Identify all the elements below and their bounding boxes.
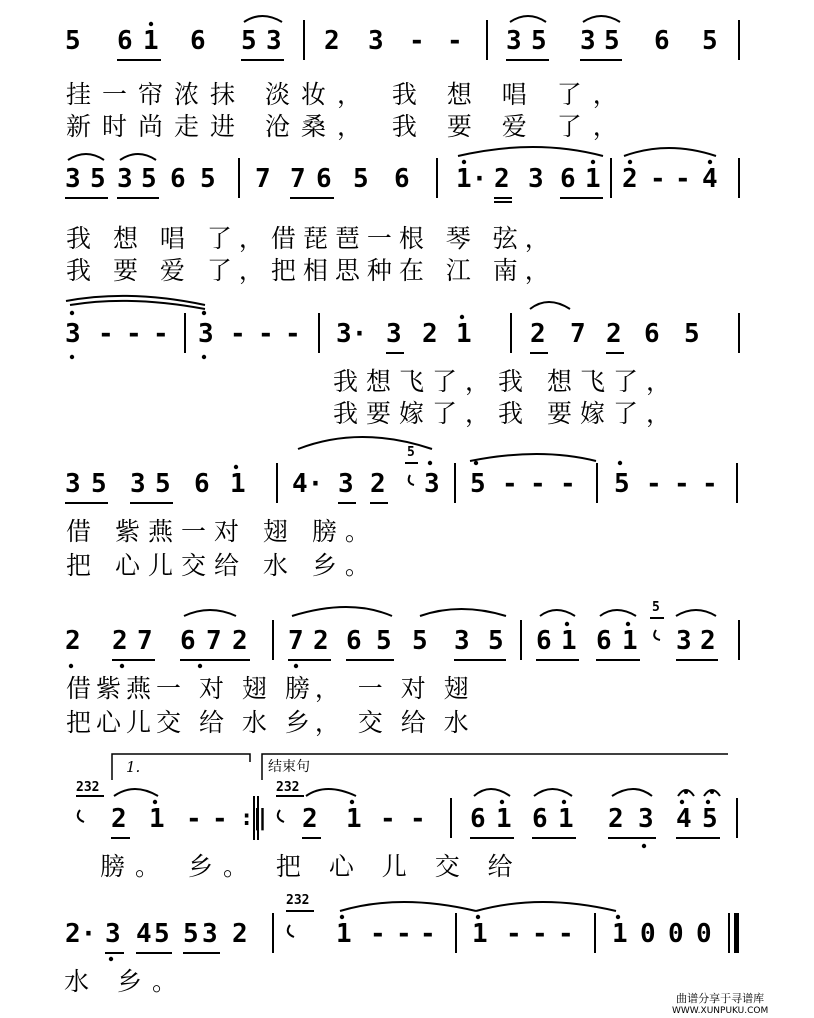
- lyric-line: 借紫燕一 对 翅 膀， 一 对 翅: [66, 674, 474, 703]
- lyric-line: 把 心儿交给 水 乡。: [66, 551, 378, 580]
- note: -: [258, 319, 274, 349]
- note: 3: [130, 469, 146, 499]
- note: 5: [412, 626, 428, 656]
- note: 5: [90, 164, 106, 194]
- note: 6: [470, 804, 486, 834]
- lyric-line: 挂一帘浓抹 淡妆， 我 想 唱 了，: [66, 80, 629, 109]
- volta-brackets: [0, 748, 814, 788]
- slurs-and-dots: [0, 150, 814, 210]
- note: 1: [472, 919, 488, 949]
- note: 3: [65, 164, 81, 194]
- note: 5: [65, 26, 81, 56]
- lyric-line: 把心儿交 给 水 乡， 交 给 水: [66, 708, 474, 737]
- note: 5: [531, 26, 547, 56]
- note: 3: [638, 804, 654, 834]
- watermark: [672, 990, 768, 1016]
- note: -: [674, 469, 690, 499]
- note: 2: [302, 804, 318, 834]
- note: 6: [316, 164, 332, 194]
- note: -: [506, 919, 522, 949]
- lyric-line: 我 要 爱 了，把相思种在 江 南，: [66, 256, 557, 285]
- note: 4: [702, 164, 718, 194]
- note: 3: [266, 26, 282, 56]
- note: 3: [105, 919, 121, 949]
- slurs-and-dots: [0, 905, 814, 965]
- note: -: [447, 26, 463, 56]
- lyric-line: 新时尚走进 沧桑， 我 要 爱 了，: [66, 112, 629, 141]
- note: 5: [376, 626, 392, 656]
- note: 3: [65, 319, 81, 349]
- note: 5: [154, 919, 170, 949]
- note: 5: [200, 164, 216, 194]
- note: 1: [622, 626, 638, 656]
- note: 5: [702, 26, 718, 56]
- note: -: [396, 919, 412, 949]
- note: 3: [386, 319, 402, 349]
- note: 6: [190, 26, 206, 56]
- note: 6: [194, 469, 210, 499]
- note: 5: [684, 319, 700, 349]
- lyric-line: 借 紫燕一对 翅 膀。: [66, 517, 378, 546]
- lyric-verse-1: [0, 517, 814, 551]
- note: 1: [496, 804, 512, 834]
- grace-note: 232: [276, 780, 300, 795]
- note: 1: [149, 804, 165, 834]
- note: 3: [528, 164, 544, 194]
- note: 1: [612, 919, 628, 949]
- note: 2: [111, 804, 127, 834]
- note: 3: [506, 26, 522, 56]
- ending-label: 结束句: [268, 759, 310, 775]
- note: 7: [206, 626, 222, 656]
- note: 6: [560, 164, 576, 194]
- note: 5: [604, 26, 620, 56]
- note: 2: [700, 626, 716, 656]
- lyric-line: 我要嫁了，我 要嫁了，: [333, 399, 679, 428]
- grace-note: 5: [407, 445, 415, 460]
- note: 2·: [65, 919, 97, 949]
- note: 3: [117, 164, 133, 194]
- slurs-and-dots: [0, 12, 814, 72]
- note: 0: [668, 919, 684, 949]
- note: 2: [313, 626, 329, 656]
- note: -: [702, 469, 718, 499]
- note: 1: [143, 26, 159, 56]
- note: 1: [585, 164, 601, 194]
- note: 6: [654, 26, 670, 56]
- note: 1·: [456, 164, 488, 194]
- note: -: [502, 469, 518, 499]
- note: 5: [241, 26, 257, 56]
- note: 2: [606, 319, 622, 349]
- note: -: [370, 919, 386, 949]
- grace-note: 232: [76, 780, 100, 795]
- note: 2: [370, 469, 386, 499]
- note: 5: [141, 164, 157, 194]
- note: 0: [640, 919, 656, 949]
- note: 3: [580, 26, 596, 56]
- note: 3: [454, 626, 470, 656]
- note: 2: [232, 919, 248, 949]
- note: 3: [338, 469, 354, 499]
- note: 2: [622, 164, 638, 194]
- note: 3: [202, 919, 218, 949]
- lyric-verse-1: [0, 852, 814, 886]
- repeat-sign: :‖: [240, 806, 267, 831]
- note: -: [532, 919, 548, 949]
- note: 7: [288, 626, 304, 656]
- note: 1: [561, 626, 577, 656]
- lyric-verse-1: [0, 674, 814, 708]
- note: -: [410, 804, 426, 834]
- note: 1: [336, 919, 352, 949]
- watermark-line-2: WWW.XUNPUKU.COM: [672, 1006, 769, 1016]
- note: 3: [198, 319, 214, 349]
- note: 7: [137, 626, 153, 656]
- lyric-line: 水 乡。: [64, 967, 187, 996]
- note: 5: [702, 804, 718, 834]
- note: 1: [456, 319, 472, 349]
- note: 2: [494, 164, 510, 194]
- note: 2: [608, 804, 624, 834]
- note: 4·: [292, 469, 324, 499]
- note: 2: [65, 626, 81, 656]
- lyric-verse-2: [0, 708, 814, 742]
- lyric-line: 我 想 唱 了，借琵琶一根 琴 弦，: [66, 224, 557, 253]
- note: 6: [180, 626, 196, 656]
- note: -: [98, 319, 114, 349]
- slurs-and-dots: [0, 305, 814, 365]
- lyric-verse-2: [0, 256, 814, 290]
- note: -: [126, 319, 142, 349]
- lyric-verse-1: [0, 367, 814, 401]
- grace-note: 232: [286, 893, 310, 908]
- note: -: [285, 319, 301, 349]
- note: 3: [368, 26, 384, 56]
- note: -: [650, 164, 666, 194]
- note: 5: [488, 626, 504, 656]
- slurs-and-dots: [0, 455, 814, 515]
- note: 6: [117, 26, 133, 56]
- note: 5: [614, 469, 630, 499]
- lyric-verse-2: [0, 112, 814, 146]
- note: -: [675, 164, 691, 194]
- note: -: [153, 319, 169, 349]
- note: 2: [324, 26, 340, 56]
- lyric-verse-2: [0, 399, 814, 433]
- note: 1: [558, 804, 574, 834]
- note: -: [560, 469, 576, 499]
- note: -: [530, 469, 546, 499]
- note: -: [558, 919, 574, 949]
- note: 5: [183, 919, 199, 949]
- note: 0: [696, 919, 712, 949]
- note: 1: [230, 469, 246, 499]
- note: 2: [232, 626, 248, 656]
- note: -: [409, 26, 425, 56]
- grace-note: 5: [652, 600, 660, 615]
- note: 5: [353, 164, 369, 194]
- note: 3: [424, 469, 440, 499]
- note: 2: [530, 319, 546, 349]
- watermark-line-1: 曲谱分享于寻谱库: [676, 992, 765, 1005]
- note: 6: [346, 626, 362, 656]
- note: 6: [596, 626, 612, 656]
- note: -: [380, 804, 396, 834]
- note: 6: [644, 319, 660, 349]
- note: 3·: [336, 319, 368, 349]
- note: -: [420, 919, 436, 949]
- note: 3: [65, 469, 81, 499]
- lyric-verse-1: [0, 224, 814, 258]
- note: 4: [136, 919, 152, 949]
- note: 7: [290, 164, 306, 194]
- note: 5: [470, 469, 486, 499]
- note: 7: [570, 319, 586, 349]
- note: -: [230, 319, 246, 349]
- lyric-verse-1: [0, 80, 814, 114]
- note: 6: [394, 164, 410, 194]
- note: 7: [255, 164, 271, 194]
- note: 6: [532, 804, 548, 834]
- lyric-line: 膀。 乡。 把 心 儿 交 给: [100, 852, 523, 881]
- note: 5: [91, 469, 107, 499]
- slurs-and-dots: [0, 612, 814, 672]
- lyric-verse-2: [0, 551, 814, 585]
- note: 6: [170, 164, 186, 194]
- note: 4: [676, 804, 692, 834]
- note: -: [646, 469, 662, 499]
- note: 5: [155, 469, 171, 499]
- slurs-and-dots: [0, 790, 814, 850]
- lyric-line: 我想飞了，我 想飞了，: [333, 367, 679, 396]
- note: 6: [536, 626, 552, 656]
- note: 3: [676, 626, 692, 656]
- note: 2: [422, 319, 438, 349]
- note: -: [186, 804, 202, 834]
- note: 1: [346, 804, 362, 834]
- note: 2: [112, 626, 128, 656]
- note: -: [212, 804, 228, 834]
- volta-1-label: 1.: [126, 758, 141, 776]
